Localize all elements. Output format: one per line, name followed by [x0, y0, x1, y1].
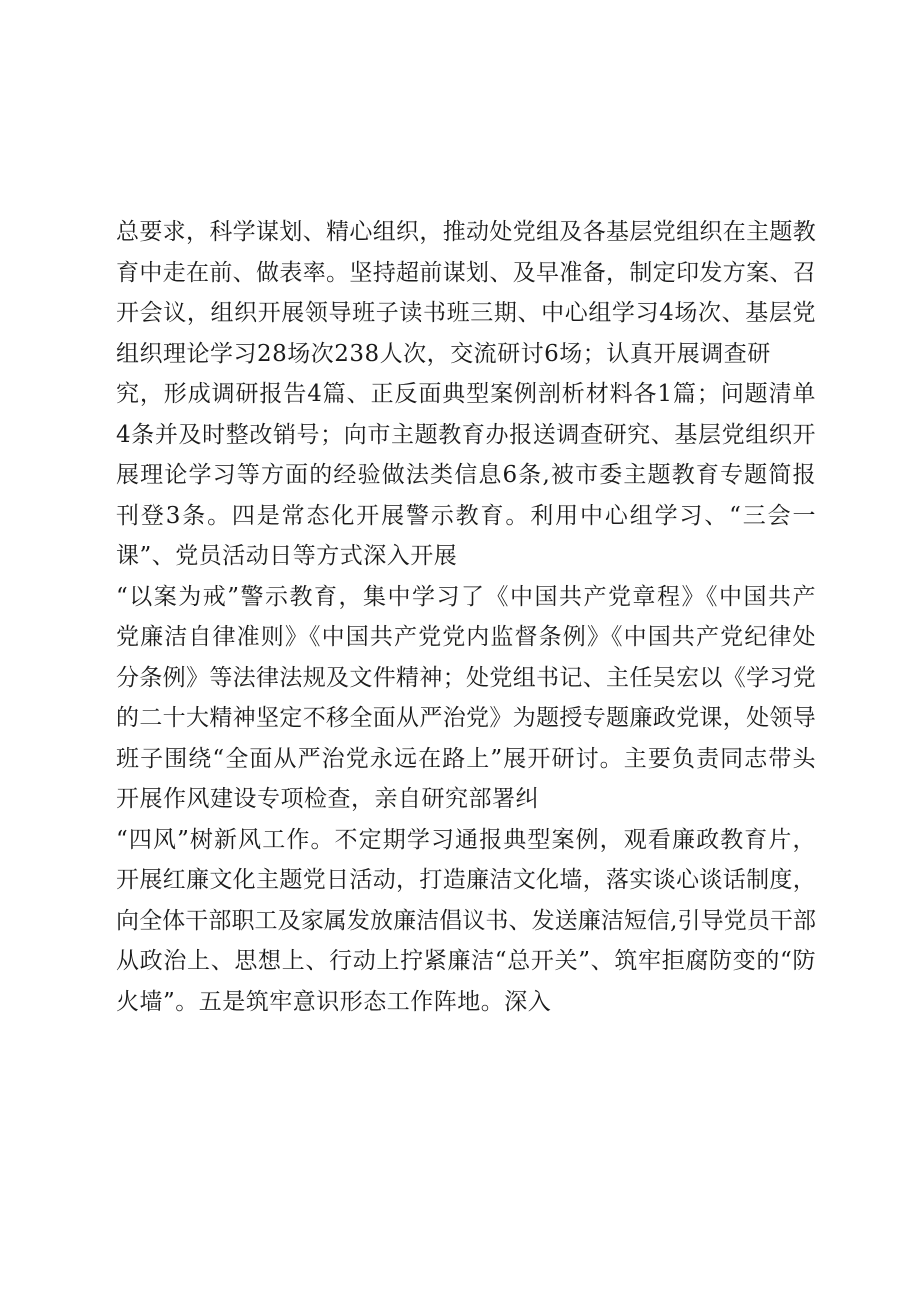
text-line: 开展红廉文化主题党日活动，打造廉洁文化墙，落实谈心谈话制度，	[116, 867, 816, 893]
text-line: 从政治上、思想上、行动上拧紧廉洁“总开关”、筑牢拒腐防变的“防	[116, 948, 816, 974]
text-line: 课”、党员活动日等方式深入开展	[116, 543, 458, 569]
text-line: 的二十大精神坚定不移全面从严治党》为题授专题廉政党课，处领导	[116, 705, 816, 731]
text-line: 组织理论学习28场次238人次，交流研讨6场；认真开展调查研	[116, 340, 771, 367]
text-line: 4条并及时整改销号；向市主题教育办报送调查研究、基层党组织开	[116, 421, 816, 448]
text-line: 分条例》等法律法规及文件精神；处党组书记、主任吴宏以《学习党	[116, 664, 816, 691]
text-line: 火墙”。五是筑牢意识形态工作阵地。深入	[116, 988, 552, 1015]
text-line: 展理论学习等方面的经验做法类信息6条,被市委主题教育专题简报	[116, 462, 816, 488]
text-line: 育中走在前、做表率。坚持超前谋划、及早准备，制定印发方案、召	[116, 259, 816, 286]
text-line: “以案为戒”警示教育，集中学习了《中国共产党章程》《中国共产	[116, 583, 816, 610]
text-line: 究，形成调研报告4篇、正反面典型案例剖析材料各1篇；问题清单	[116, 381, 816, 407]
text-line: 刊登3条。四是常态化开展警示教育。利用中心组学习、“三会一	[116, 502, 816, 529]
text-line: 总要求，科学谋划、精心组织，推动处党组及各基层党组织在主题教	[116, 219, 816, 245]
body-text	[116, 212, 816, 1022]
text-line: 党廉洁自律准则》《中国共产党党内监督条例》《中国共产党纪律处	[116, 624, 816, 650]
text-line: 开会议，组织开展领导班子读书班三期、中心组学习4场次、基层党	[116, 300, 816, 326]
text-line: 向全体干部职工及家属发放廉洁倡议书、发送廉洁短信,引导党员干部	[116, 907, 816, 934]
text-line: “四风”树新风工作。不定期学习通报典型案例，观看廉政教育片，	[116, 826, 816, 853]
text-line: 班子围绕“全面从严治党永远在路上”展开研讨。主要负责同志带头	[116, 745, 816, 772]
text-line: 开展作风建设专项检查，亲自研究部署纠	[116, 786, 539, 812]
